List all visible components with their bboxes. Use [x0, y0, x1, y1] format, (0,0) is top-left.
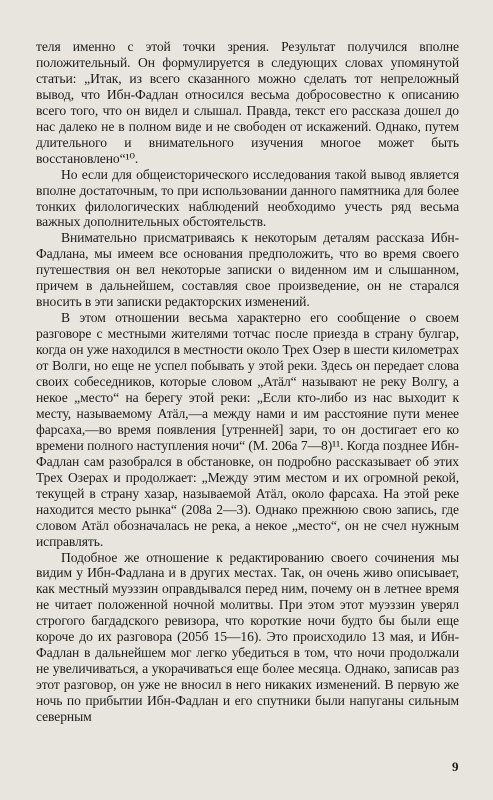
paragraph-4: В этом отношении весьма характерно его сообщение о своем разговоре с местными жителями тотчас после приезда в страну булгар, когда он уже находился в местности около Трех Озер в шести километрах от Волги, но еще не успел побывать у этой реки. Здесь он передает слова своих собеседников, которые словом „Атӓл“ называют не реку Волгу, а некое „место“ на берегу этой реки: „Если кто-либо из нас выходит к месту, называемому Атӓл,—а между нами и им расстояние пути менее фарсаха,—во время появления [утренней] зари, то он достигает его ко времени полного наступления ночи“ (М. 206а 7—8)¹¹. Когда позднее Ибн-Фадлан сам разобрался в обстановке, он подробно рассказывает об этих Трех Озерах и продолжает: „Между этим местом и их огромной рекой, текущей в страну хазар, называемой Атӓл, около фарсаха. На этой реке находится место рынка“ (208а 2—3). Однако прежнюю свою запись, где словом Атӓл обозначалась не река, а некое „место“, он не счел нужным исправлять. [36, 310, 459, 549]
page-number: 9 [452, 759, 459, 774]
paragraph-2: Но если для общеисторического исследования такой вывод является вполне достаточным, то при использовании данного памятника для более тонких филологических наблюдений необходимо учесть ряд весьма важных дополнительных обстоятельств. [36, 166, 459, 230]
body-text [36, 39, 459, 725]
paragraph-3: Внимательно присматриваясь к некоторым деталям рассказа Ибн-Фадлана, мы имеем все основания предположить, что во время своего путешествия он вел некоторые записки о виденном им и слышанном, причем в дальнейшем, составляя свое произведение, он не старался вносить в эти записки редакторских изменений. [36, 230, 459, 310]
paragraph-5: Подобное же отношение к редактированию своего сочинения мы видим у Ибн-Фадлана и в других местах. Так, он очень живо описывает, как местный муэззин оправдывался перед ним, почему он в летнее время не читает положенной ночной молитвы. При этом этот муэззин уверял строгого багдадского ревизора, что короткие ночи будто бы были еще короче до их разговора (205б 15—16). Это происходило 13 мая, и Ибн-Фадлан в дальнейшем мог легко убедиться в том, что ночи продолжали не увеличиваться, а укорачиваться еще более месяца. Однако, записав раз этот разговор, он уже не вносил в него никаких изменений. В первую же ночь по прибытии Ибн-Фадлан и его спутники были напуганы сильным северным [36, 549, 459, 725]
paragraph-1: теля именно с этой точки зрения. Результат получился вполне положительный. Он формулируется в следующих словах упомянутой статьи: „Итак, из всего сказанного можно сделать тот непреложный вывод, что Ибн-Фадлан относился весьма добросовестно к описанию всего того, что он видел и слышал. Правда, текст его рассказа дошел до нас далеко не в полном виде и не свободен от искажений. Однако, путем длительного и внимательного изучения многое может быть восстановлено“¹⁰. [36, 39, 459, 166]
